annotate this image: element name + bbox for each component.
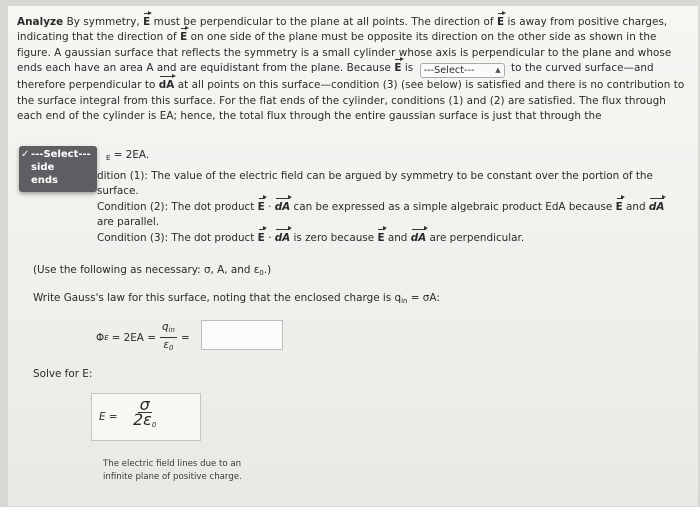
vector-e: E bbox=[377, 231, 384, 246]
flux-value: = 2EA. bbox=[113, 149, 150, 161]
dropdown-option-side[interactable] bbox=[19, 161, 97, 174]
variables-note bbox=[33, 264, 271, 277]
gauss-prompt bbox=[33, 292, 440, 305]
equals: = bbox=[180, 331, 190, 344]
denominator bbox=[133, 410, 157, 432]
text: to the curved surface—and therefore perpendicular to bbox=[17, 62, 654, 92]
numerator: σ bbox=[139, 395, 150, 414]
vector-e: E bbox=[258, 200, 265, 215]
epsilon: ε bbox=[163, 339, 170, 351]
vector-e: E bbox=[394, 61, 401, 76]
vector-da: dA bbox=[275, 231, 290, 246]
vector-da: dA bbox=[275, 200, 290, 215]
select-arrows-icon: ▲ bbox=[495, 66, 501, 75]
condition-3 bbox=[97, 231, 697, 246]
vector-e: E bbox=[616, 200, 623, 215]
q-over-epsilon bbox=[160, 320, 177, 355]
text: (Use the following as necessary: σ, A, and ε bbox=[33, 264, 260, 276]
vector-e: E bbox=[180, 30, 187, 45]
flux-answer-input[interactable] bbox=[201, 320, 283, 350]
check-icon: ✓ bbox=[21, 149, 30, 160]
subscript: 0 bbox=[259, 269, 264, 277]
conditions-list bbox=[97, 169, 697, 246]
condition-1 bbox=[97, 169, 697, 200]
text: and bbox=[387, 231, 408, 244]
text: By symmetry, bbox=[66, 16, 140, 28]
vector-e: E bbox=[258, 231, 265, 246]
text: is zero because bbox=[293, 231, 375, 244]
text: surface. bbox=[97, 185, 139, 198]
gauss-equation bbox=[96, 320, 190, 355]
text: must be perpendicular to the plane at all points. The direction of bbox=[153, 16, 494, 28]
vector-da: dA bbox=[649, 200, 664, 215]
text: Condition (3): The dot product bbox=[97, 231, 255, 244]
option-label: ends bbox=[31, 175, 59, 186]
text: on one side of the plane must be opposite its direction on the other side as shown in the figure. A gaussian surface that reflects the symmetry is a small cylinder whose axis is perpendicular to the plane and whose ends each have an area A and are equidistant from the plane. Because bbox=[17, 31, 672, 75]
subscript: in bbox=[168, 326, 175, 334]
text: dition (1): The value of the electric field can be argued by symmetry to be constant over the portion of the bbox=[97, 170, 653, 182]
text: are perpendicular. bbox=[429, 231, 525, 244]
text: and bbox=[626, 200, 646, 213]
equation-middle: = 2EA = bbox=[111, 331, 156, 344]
text: at all points on this surface—condition (3) (see below) is satisfied and there is no contribution to the surface integral from this surface. For the flat ends of the cylinder, conditions (1) and (2) are satisfied. The flux through each end of the cylinder is EA; hence, the total flux through the entire gaussian surface is just that through the bbox=[17, 79, 685, 123]
e-label: E = bbox=[99, 411, 118, 423]
analyze-paragraph bbox=[17, 15, 693, 124]
text: Condition (2): The dot product bbox=[97, 200, 255, 213]
denominator bbox=[163, 338, 173, 355]
text: can be expressed as a simple algebraic product EdA because bbox=[293, 200, 613, 213]
text: .) bbox=[263, 264, 272, 276]
flux-symbol: Φ bbox=[96, 331, 105, 344]
subscript: in bbox=[401, 297, 408, 305]
option-label: ---Select--- bbox=[31, 149, 91, 160]
condition-2 bbox=[97, 200, 697, 231]
solve-label: Solve for E: bbox=[33, 368, 93, 380]
sigma-over-2epsilon bbox=[133, 395, 157, 432]
flux-subscript: E bbox=[106, 154, 111, 162]
e-answer-box[interactable] bbox=[91, 393, 201, 441]
subscript: E bbox=[104, 333, 109, 342]
figure-caption: The electric field lines due to an infinite plane of positive charge. bbox=[103, 459, 242, 482]
subscript: 0 bbox=[169, 344, 174, 352]
text: = σA: bbox=[410, 292, 440, 304]
orientation-select[interactable] bbox=[420, 63, 505, 78]
text: are parallel. bbox=[97, 216, 160, 229]
select-value: ---Select--- bbox=[423, 65, 475, 77]
vector-da: dA bbox=[411, 231, 426, 246]
q: q bbox=[161, 321, 169, 333]
text: is bbox=[404, 62, 414, 75]
numerator bbox=[160, 320, 177, 338]
analyze-label: Analyze bbox=[17, 16, 64, 28]
subscript: 0 bbox=[151, 421, 157, 429]
text: is away from positive charges, indicating that the direction of bbox=[17, 16, 668, 44]
flux-total bbox=[106, 149, 149, 162]
dot-operator: · bbox=[268, 200, 272, 213]
dropdown-option-ends[interactable] bbox=[19, 174, 97, 187]
surface-dropdown-menu[interactable] bbox=[19, 146, 97, 192]
dot-operator: · bbox=[268, 231, 272, 244]
option-label: side bbox=[31, 162, 55, 173]
text: Write Gauss's law for this surface, noting that the enclosed charge is q bbox=[33, 292, 402, 304]
vector-da: dA bbox=[159, 78, 175, 93]
dropdown-option-select[interactable] bbox=[19, 148, 97, 161]
den-text: 2ε bbox=[133, 410, 152, 429]
problem-page bbox=[8, 6, 698, 506]
vector-e: E bbox=[143, 15, 150, 30]
vector-e: E bbox=[497, 15, 504, 30]
